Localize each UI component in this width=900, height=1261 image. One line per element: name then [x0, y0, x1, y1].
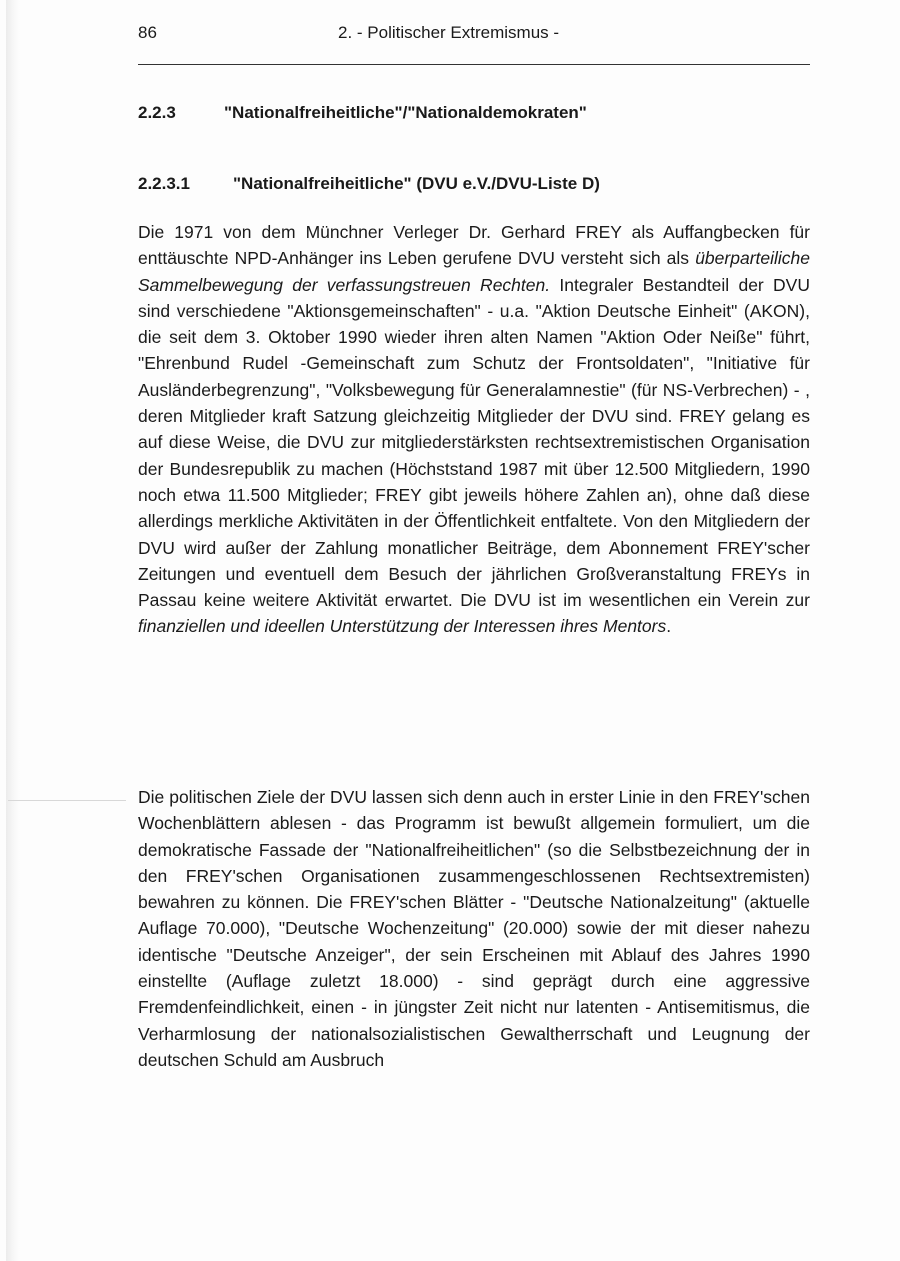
scan-shadow-edge — [6, 0, 20, 1261]
paragraph-1-italic-2: finanziellen und ideellen Unterstützung der Interessen ihres Mentors — [138, 616, 667, 637]
subsection-number: 2.2.3.1 — [138, 174, 190, 193]
section-number: 2.2.3 — [138, 103, 176, 122]
section-title: "Nationalfreiheitliche"/"Nationaldemokraten" — [224, 103, 587, 122]
page-number: 86 — [138, 23, 157, 42]
paragraph-1 — [138, 219, 810, 640]
paragraph-1-text-3: . — [666, 616, 672, 637]
margin-mark — [8, 800, 126, 801]
paragraph-2-text: Die politischen Ziele der DVU lassen sich denn auch in erster Linie in den FREY'schen Wochenblättern ablesen - das Programm ist bewußt allgemein formuliert, um die demokratische Fassade der "Nationalfreiheitlichen" (so die Selbstbezeichnung der in den FREY'schen Organisationen zusammengeschlossenen Rechtsextremisten) bewahren zu können. Die FREY'schen Blätter - "Deutsche Nationalzeitung" (aktuelle Auflage 70.000), "Deutsche Wochenzeitung" (20.000) sowie der mit dieser nahezu identische "Deutsche Anzeiger", der sein Erscheinen mit Ablauf des Jahres 1990 einstellte (Auflage zuletzt 18.000) - sind geprägt durch eine aggressive Fremdenfeindlichkeit, einen - in jüngster Zeit nicht nur latenten - Antisemitismus, die Verharmlosung der nationalsozialistischen Gewaltherrschaft und Leugnung der deutschen Schuld am Ausbruch — [138, 787, 810, 1070]
section-heading — [138, 102, 587, 124]
subsection-title: "Nationalfreiheitliche" (DVU e.V./DVU-Liste D) — [233, 174, 600, 193]
header-rule — [138, 64, 810, 65]
paragraph-2 — [138, 784, 810, 1073]
paragraph-1-text-1: Die 1971 von dem Münchner Verleger Dr. Gerhard FREY als Auffangbecken für enttäuschte NPD-Anhänger ins Leben gerufene DVU versteht sich als — [138, 222, 810, 269]
subsection-heading — [138, 173, 600, 195]
paragraph-1-italic-1: überparteiliche Sammelbewegung der verfassungstreuen Rechten. — [138, 248, 810, 295]
paragraph-1-text-2: Integraler Bestandteil der DVU sind verschiedene "Aktionsgemeinschaften" - u.a. "Aktion Deutsche Einheit" (AKON), die seit dem 3. Oktober 1990 wieder ihren alten Namen "Aktion Oder Neiße" führt, "Ehrenbund Rudel -Gemeinschaft zum Schutz der Frontsoldaten", "Initiative für Ausländerbegrenzung", "Volksbewegung für Generalamnestie" (für NS-Verbrechen) - , deren Mitglieder kraft Satzung gleichzeitig Mitglieder der DVU sind. FREY gelang es auf diese Weise, die DVU zur mitgliederstärksten rechtsextremistischen Organisation der Bundesrepublik zu machen (Höchststand 1987 mit über 12.500 Mitgliedern, 1990 noch etwa 11.500 Mitglieder; FREY gibt jeweils höhere Zahlen an), ohne daß diese allerdings merkliche Aktivitäten in der Öffentlichkeit entfaltete. Von den Mitgliedern der DVU wird außer der Zahlung monatlicher Beiträge, dem Abonnement FREY'scher Zeitungen und eventuell dem Besuch der jährlichen Großveranstaltung FREYs in Passau keine weitere Aktivität erwartet. Die DVU ist im wesentlichen ein Verein zur — [138, 274, 810, 611]
running-head: 2. - Politischer Extremismus - — [338, 23, 560, 42]
